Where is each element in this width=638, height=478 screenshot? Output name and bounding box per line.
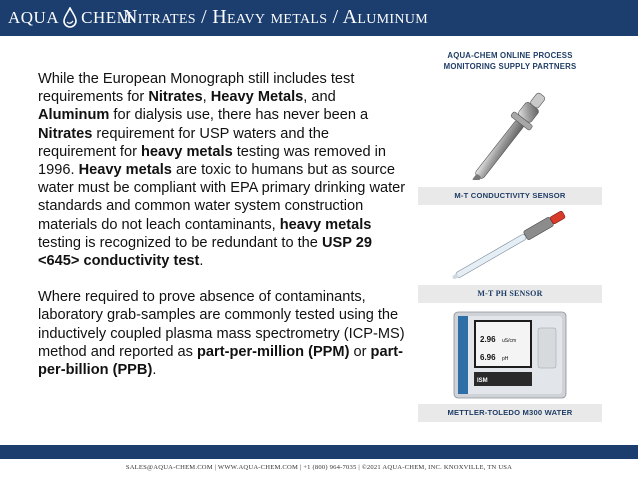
paragraph-1-run: for dialysis use, there has never been a — [109, 107, 369, 124]
paragraph-1-run: testing was removed in 1996. — [38, 143, 387, 179]
paragraph-1-run: Nitrates — [38, 125, 93, 142]
ph-sensor-caption: M-T PH SENSOR — [418, 285, 602, 303]
paragraph-1-run: While the European Monograph still includes test requirements for — [38, 71, 355, 106]
header-bar — [0, 0, 638, 36]
m300-ism-label: ISM — [477, 378, 488, 384]
m300-caption: METTLER-TOLEDO M300 WATER — [418, 404, 602, 422]
paragraph-1-run: requirement for USP waters and the requirement for — [38, 125, 329, 160]
m300-transmitter-icon — [418, 308, 602, 400]
paragraph-2-run: part-per-billion (PPB) — [38, 343, 403, 379]
paragraph-1-run: testing is recognized to be redundant to the — [38, 234, 322, 251]
paragraph-1-run: Aluminum — [38, 107, 110, 124]
logo-text-left: AQUA — [8, 8, 60, 27]
partners-heading-line1: AQUA-CHEM ONLINE PROCESS — [447, 51, 573, 60]
supply-partners-panel — [418, 50, 602, 72]
footer-bar — [0, 445, 638, 459]
logo-text-right: CHEM — [81, 8, 133, 27]
m300-transmitter-image — [418, 308, 602, 400]
page-title: Nitrates / Heavy metals / Aluminum — [123, 6, 428, 28]
paragraph-1-run: heavy metals — [279, 216, 372, 233]
paragraph-1-run: Heavy Metals — [210, 89, 304, 106]
conductivity-sensor-icon — [418, 92, 602, 180]
conductivity-sensor-image — [418, 92, 602, 180]
paragraph-2 — [38, 288, 410, 379]
paragraph-1-run: Heavy metals — [78, 162, 172, 179]
ph-sensor-icon — [418, 210, 602, 280]
paragraph-1-run: heavy metals — [141, 143, 233, 160]
main-content — [38, 70, 410, 397]
m300-reading-2: 6.96 — [480, 353, 496, 362]
paragraph-1 — [38, 70, 410, 270]
partners-heading-line2: MONITORING SUPPLY PARTNERS — [443, 62, 577, 71]
m300-reading-1: 2.96 — [480, 335, 496, 344]
m300-unit-1: uS/cm — [502, 338, 517, 344]
partners-heading — [418, 50, 602, 72]
footer-contact: SALES@AQUA-CHEM.COM | WWW.AQUA-CHEM.COM | +1 (800) 964-7035 | ©2021 AQUA-CHEM, INC. KNOXVILLE, TN USA — [125, 464, 513, 471]
paragraph-2-run: part-per-million (PPM) — [197, 343, 350, 360]
conductivity-sensor-caption: M-T CONDUCTIVITY SENSOR — [418, 187, 602, 205]
paragraph-2-run: Where required to prove absence of contaminants, laboratory grab-samples are commonly tested using the inductively coupled plasma mass spectrometry (ICP-MS) method and reported as — [38, 289, 405, 360]
paragraph-2-run: or — [349, 343, 371, 360]
ph-sensor-image — [418, 210, 602, 280]
paragraph-2-run: . — [152, 362, 157, 379]
paragraph-1-run: USP 29 <645> conductivity test — [38, 234, 372, 270]
aqua-chem-logo — [8, 7, 132, 31]
water-drop-icon — [61, 7, 79, 29]
paragraph-1-run: , and — [303, 89, 336, 106]
paragraph-1-run: Nitrates — [148, 89, 203, 106]
m300-unit-2: pH — [502, 356, 509, 362]
paragraph-1-run: . — [199, 253, 204, 270]
paragraph-1-run: are toxic to humans but as source water must be compliant with EPA primary drinking water standards and common water system construction materials do not leach contaminants, — [38, 162, 406, 233]
paragraph-1-run: , — [202, 89, 211, 106]
